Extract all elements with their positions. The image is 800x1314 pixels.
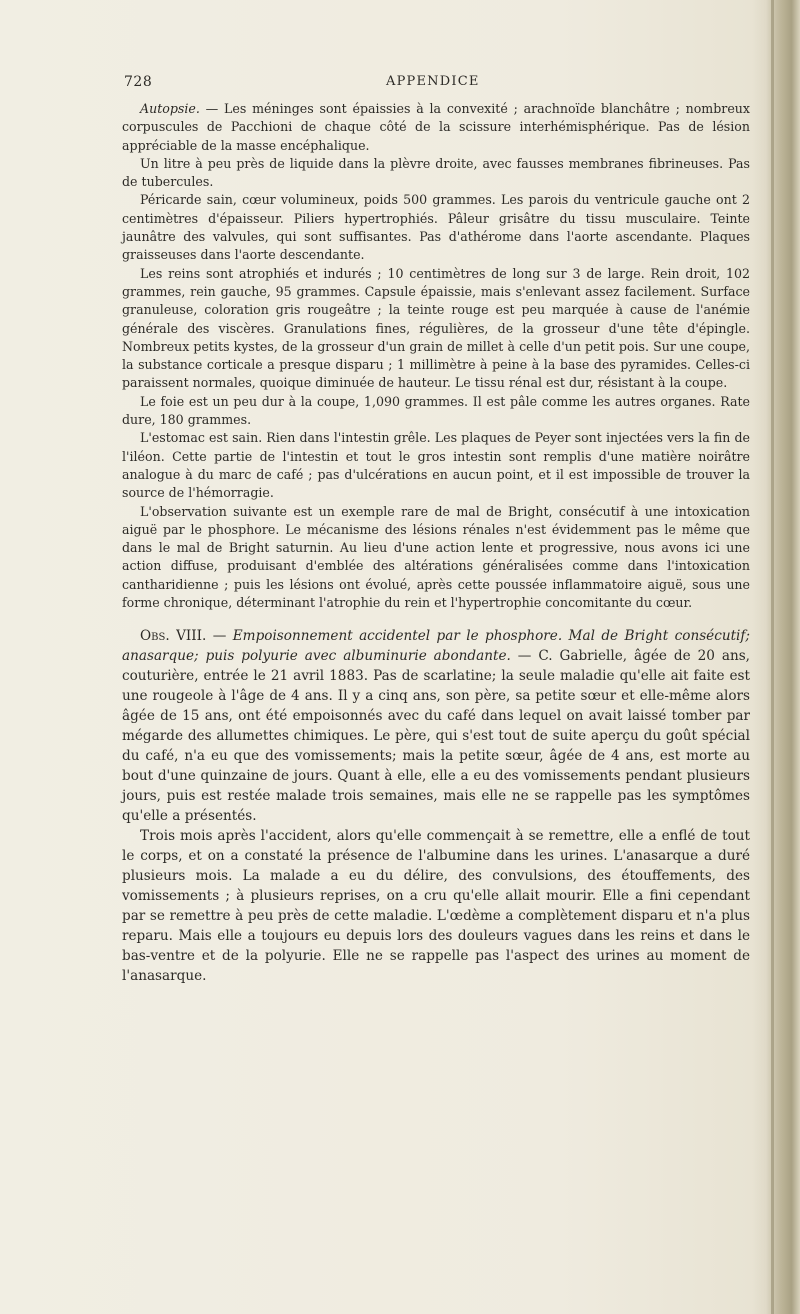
body-text [122, 100, 750, 986]
paragraph-text: — Les méninges sont épaissies à la convexité ; arachnoïde blanchâtre ; nombreux corpuscules de Pacchioni de chaque côté de la scissure interhémisphérique. Pas de lésion appréciable de la masse encéphalique. [122, 101, 750, 153]
paragraph-pericarde: Péricarde sain, cœur volumineux, poids 500 grammes. Les parois du ventricule gauche ont 2 centimètres d'épaisseur. Piliers hypertrophiés. Pâleur grisâtre du tissu musculaire. Teinte jaunâtre des valvules, qui sont suffisantes. Pas d'athérome dans l'aorte ascendante. Plaques graisseuses dans l'aorte descendante. [122, 192, 750, 263]
page-number: 728 [124, 74, 153, 90]
spine-shadow [771, 0, 774, 1314]
paragraph-estomac: L'estomac est sain. Rien dans l'intestin grêle. Les plaques de Peyer sont injectées vers la fin de l'iléon. Cette partie de l'intestin et tout le gros intestin sont remplis d'une matière noirâtre analogue à du marc de café ; pas d'ulcérations en aucun point, et il est impossible de trouver la source de l'hémorragie. [122, 430, 750, 501]
paragraph-observation-intro: L'observation suivante est un exemple rare de mal de Bright, consécutif à une intoxication aiguë par le phosphore. Le mécanisme des lésions rénales n'est évidemment pas le même que dans le mal de Bright saturnin. Au lieu d'une action lente et progressive, nous avons ici une action diffuse, produisant d'emblée des altérations généralisées comme dans l'intoxication cantharidienne ; puis les lésions ont évolué, après cette poussée inflammatoire aiguë, sous une forme chronique, déterminant l'atrophie du rein et l'hypertrophie concomitante du cœur. [122, 503, 750, 611]
observation-dash: — [206, 628, 233, 645]
paragraph-foie: Le foie est un peu dur à la coupe, 1,090 grammes. Il est pâle comme les autres organes. Rate dure, 180 grammes. [122, 393, 750, 428]
page-header [0, 74, 800, 96]
paragraph-trois-mois: Trois mois après l'accident, alors qu'elle commençait à se remettre, elle a enflé de tout le corps, et on a constaté la présence de l'albumine dans les urines. L'anasarque a duré plusieurs mois. La malade a eu du délire, des convulsions, des étouffements, des vomissements ; à plusieurs reprises, on a cru qu'elle allait mourir. Elle a fini cependant par se remettre à peu près de cette maladie. L'œdème a complètement disparu et n'a plus reparu. Mais elle a toujours eu depuis lors des douleurs vagues dans les reins et dans le bas-ventre et de la polyurie. Elle ne se rappelle pas l'aspect des urines au moment de l'anasarque. [122, 828, 750, 985]
observation-title: Empoisonnement accidentel par le phosphore. Mal de Bright consécutif; anasarque; puis polyurie avec albuminurie abondante. [122, 628, 751, 665]
paragraph-reins: Les reins sont atrophiés et indurés ; 10 centimètres de long sur 3 de large. Rein droit, 102 grammes, rein gauche, 95 grammes. Capsule épaissie, mais s'enlevant assez facilement. Surface granuleuse, coloration gris rougeâtre ; la teinte rouge est peu marquée à cause de l'anémie générale des viscères. Granulations fines, régulières, de la grosseur d'une tête d'épingle. Nombreux petits kystes, de la grosseur d'un grain de millet à celle d'un petit pois. Sur une coupe, la substance corticale a presque disparu ; 1 millimètre à peine à la base des pyramides. Celles-ci paraissent normales, quoique diminuée de hauteur. Le tissu rénal est dur, résistant à la coupe. [122, 265, 750, 391]
paragraph-plevre: Un litre à peu près de liquide dans la plèvre droite, avec fausses membranes fibrineuses. Pas de tubercules. [122, 155, 750, 190]
observation-label: Obs. VIII. [140, 628, 207, 645]
observation-text: — C. Gabrielle, âgée de 20 ans, couturière, entrée le 21 avril 1883. Pas de scarlatine; la seule maladie qu'elle ait faite est une rougeole à l'âge de 4 ans. Il y a cinq ans, son père, sa petite sœur et elle-même alors âgée de 15 ans, ont été empoisonnés avec du café dans lequel on avait laissé tomber par mégarde des allumettes chimiques. Le père, qui s'est tout de suite aperçu du goût spécial du café, n'a eu que des vomissements; mais la petite sœur, âgée de 4 ans, est morte au bout d'une quinzaine de jours. Quant à elle, elle a eu des vomissements pendant plusieurs jours, puis est restée malade trois semaines, mais elle ne se rappelle pas les symptômes qu'elle a présentés. [122, 648, 750, 825]
running-head: APPENDICE [386, 74, 480, 89]
observation-paragraph [122, 626, 750, 826]
paragraph-autopsie [122, 100, 750, 155]
autopsie-label: Autopsie. [140, 101, 200, 116]
